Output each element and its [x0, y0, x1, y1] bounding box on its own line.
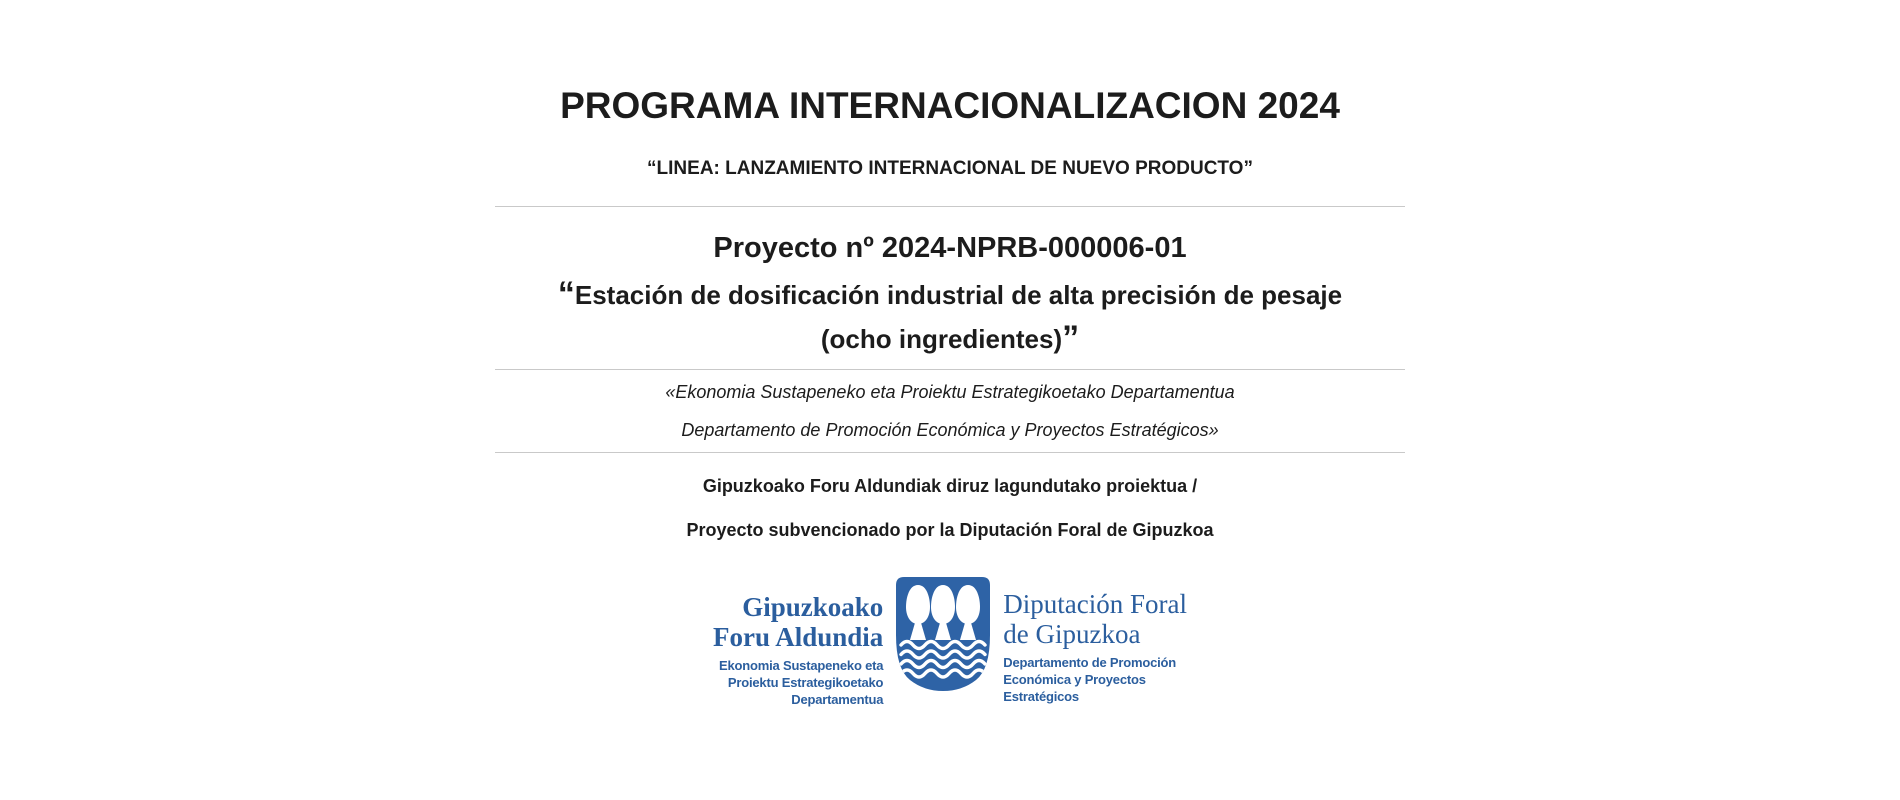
department-name-basque: «Ekonomia Sustapeneko eta Proiektu Estrategikoetako Departamentua: [665, 382, 1235, 402]
gipuzkoa-shield-icon: [896, 577, 990, 691]
divider-bottom: [495, 452, 1405, 453]
logo-left-dept-line2: Proiektu Estrategikoetako: [727, 675, 884, 690]
funding-statement-basque: Gipuzkoako Foru Aldundiak diruz lagundutako proiektua /: [702, 476, 1198, 496]
logo-right-dept-line2: Económica y Proyectos: [1003, 672, 1146, 687]
logo-left-dept-line3: Departamentua: [791, 692, 884, 707]
logo-right-name: [1003, 589, 1187, 649]
logo-right-dept-line1: Departamento de Promoción: [1003, 655, 1176, 670]
logo-left-name: [713, 592, 883, 652]
logo-left-name-line2: Foru Aldundia: [712, 622, 884, 652]
logo-left-name-line1: Gipuzkoako: [742, 592, 884, 622]
page-title: PROGRAMA INTERNACIONALIZACION 2024: [560, 85, 1340, 126]
department-name-spanish: Departamento de Promoción Económica y Proyectos Estratégicos»: [681, 420, 1219, 440]
logo-left-dept-line1: Ekonomia Sustapeneko eta: [719, 658, 884, 673]
divider-middle: [495, 369, 1405, 370]
logo-right-department: [1003, 654, 1187, 705]
logo-right-dept-line3: Estratégicos: [1003, 689, 1079, 704]
project-title-line1: Estación de dosificación industrial de alta precisión de pesaje: [574, 280, 1343, 310]
logo-left-text-block: [713, 577, 883, 708]
project-number: Proyecto nº 2024-NPRB-000006-01: [713, 232, 1187, 264]
logo-right-text-block: [1003, 577, 1187, 705]
project-title: [495, 273, 1405, 361]
logo-left-department: [713, 657, 883, 708]
project-title-close-quote: ”: [1062, 319, 1080, 357]
logo-right-name-line1: Diputación Foral: [1003, 589, 1188, 619]
gipuzkoa-logo: [495, 577, 1405, 708]
divider-top: [495, 206, 1405, 207]
project-title-line2: (ocho ingredientes): [820, 324, 1063, 354]
funding-statement-spanish: Proyecto subvencionado por la Diputación Foral de Gipuzkoa: [686, 520, 1214, 540]
document-page: [495, 0, 1405, 708]
project-title-open-quote: “: [557, 275, 575, 313]
program-line-subtitle: “LINEA: LANZAMIENTO INTERNACIONAL DE NUEVO PRODUCTO”: [647, 158, 1253, 179]
logo-right-name-line2: de Gipuzkoa: [1003, 619, 1141, 649]
